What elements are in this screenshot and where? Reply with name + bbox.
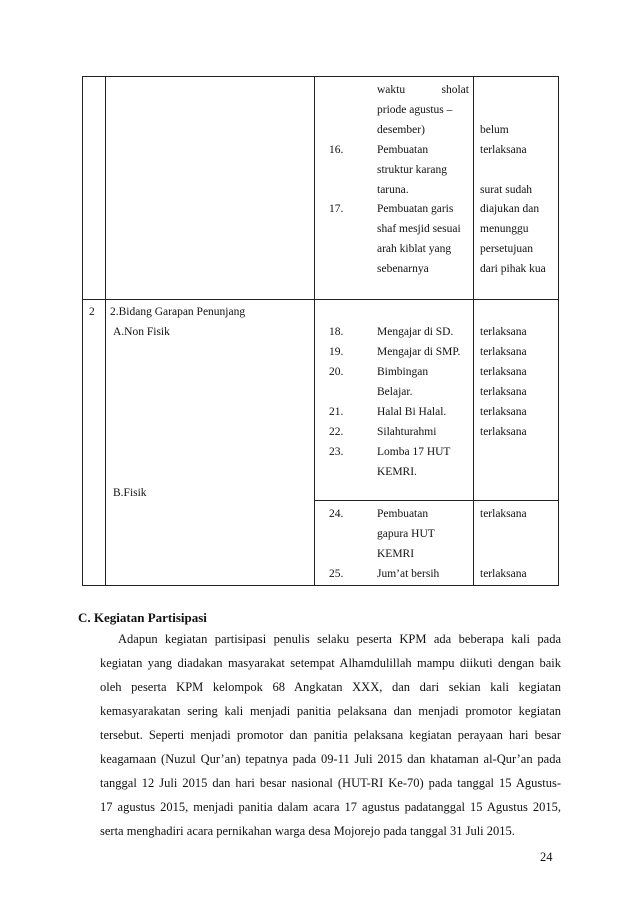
row-number: 2 [89, 306, 95, 318]
section-heading: C. Kegiatan Partisipasi [78, 610, 207, 625]
status-text: terlaksana [480, 326, 527, 338]
status-text: terlaksana [480, 144, 527, 156]
table-rule [82, 585, 559, 586]
activity-text: Silahturahmi [377, 426, 437, 438]
paragraph-line: kegiatan yang diadakan masyarakat setempat Alhamdulillah mampu diikuti dengan baik [100, 656, 561, 670]
item-number: 22. [329, 426, 344, 438]
word: waktu [377, 84, 406, 96]
item-number: 18. [329, 326, 344, 338]
status-text: diajukan dan [480, 203, 540, 215]
activity-text: Bimbingan [377, 366, 429, 378]
text-line [377, 83, 469, 103]
table-rule [82, 76, 559, 77]
text-line: desember) [377, 124, 425, 136]
paragraph-line: tersebut. Seperti menjadi promotor dan panitia pelaksana kegiatan perayaan hari besar [100, 728, 561, 742]
status-text: terlaksana [480, 346, 527, 358]
status-text: surat sudah [480, 184, 533, 196]
activity-text: KEMRI. [377, 466, 417, 478]
text-line: priode agustus – [377, 104, 453, 116]
status-text: persetujuan [480, 243, 534, 255]
activity-text: Jum’at bersih [377, 568, 440, 580]
activity-text: Mengajar di SD. [377, 326, 454, 338]
status-text: belum [480, 124, 509, 136]
table-rule [314, 500, 559, 501]
activity-text: Pembuatan [377, 508, 429, 520]
text-line: taruna. [377, 184, 409, 196]
item-number: 17. [329, 203, 344, 215]
table-rule [105, 76, 106, 586]
paragraph-line: 17 agustus 2015, menjadi panitia dalam acara 17 agustus padatanggal 15 Agustus 2015, [100, 800, 561, 814]
text-line: Pembuatan garis [377, 203, 454, 215]
item-number: 19. [329, 346, 344, 358]
text-line: arah kiblat yang [377, 243, 452, 255]
status-text: menunggu [480, 223, 529, 235]
subsection-label: B.Fisik [113, 487, 147, 499]
item-number: 23. [329, 446, 344, 458]
item-number: 25. [329, 568, 344, 580]
activity-text: KEMRI [377, 548, 415, 560]
activity-text: Halal Bi Halal. [377, 406, 447, 418]
status-text: terlaksana [480, 568, 527, 580]
activity-text: gapura HUT [377, 528, 435, 540]
activity-text: Belajar. [377, 386, 413, 398]
page-number: 24 [540, 850, 553, 864]
table-rule [82, 76, 83, 586]
activity-text [377, 202, 461, 282]
table-rule [82, 299, 559, 300]
table-rule [314, 76, 315, 586]
activity-text: Mengajar di SMP. [377, 346, 461, 358]
text-line: sebenarnya [377, 263, 429, 275]
status-text: terlaksana [480, 426, 527, 438]
table-rule [473, 76, 474, 586]
item-number: 16. [329, 144, 344, 156]
status-text: terlaksana [480, 366, 527, 378]
status-text: dari pihak kua [480, 263, 546, 275]
word: sholat [441, 84, 469, 96]
status-text: terlaksana [480, 386, 527, 398]
paragraph-line: serta menghadiri acara pernikahan warga desa Mojorejo pada tanggal 31 Juli 2015. [100, 824, 515, 838]
status-text: terlaksana [480, 508, 527, 520]
paragraph-line: oleh peserta KPM kelompok 68 Angkatan XXX, dan dari sekian kali kegiatan [100, 680, 561, 694]
paragraph-line: keagamaan (Nuzul Qur’an) tepatnya pada 09-11 Juli 2015 dan khataman al-Qur’an pada [100, 752, 561, 766]
subsection-label: A.Non Fisik [113, 326, 170, 338]
item-number: 24. [329, 508, 344, 520]
text-line: struktur karang [377, 164, 447, 176]
paragraph-line: kemasyarakatan sering kali menjadi panitia pelaksana dan menjadi promotor kegiatan [100, 704, 561, 718]
text-line: Pembuatan [377, 144, 429, 156]
paragraph-line: Adapun kegiatan partisipasi penulis selaku peserta KPM ada beberapa kali pada [118, 632, 561, 646]
activity-text [377, 143, 447, 203]
table-rule [558, 76, 559, 586]
item-number: 20. [329, 366, 344, 378]
activity-text: Lomba 17 HUT [377, 446, 451, 458]
text-line: shaf mesjid sesuai [377, 223, 461, 235]
status-text: terlaksana [480, 406, 527, 418]
item-number: 21. [329, 406, 344, 418]
section-title: 2.Bidang Garapan Penunjang [110, 306, 246, 318]
paragraph-line: tanggal 12 Juli 2015 dan hari besar nasional (HUT-RI Ke-70) pada tanggal 15 Agustus- [100, 776, 561, 790]
activity-cont-text [377, 83, 469, 143]
